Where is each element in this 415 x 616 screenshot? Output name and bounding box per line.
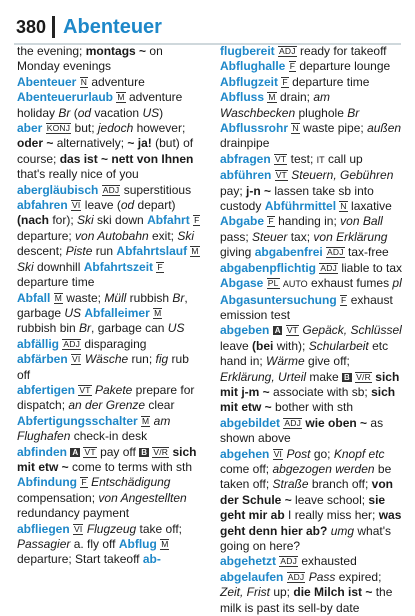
italic-label: od (77, 105, 92, 120)
entry-text: laxative (347, 199, 392, 214)
sub-headword: Abflughalle (220, 59, 286, 74)
grammar-label: ADJ (280, 556, 298, 567)
entry-text: departure lounge (296, 59, 391, 74)
entry-text: redundancy payment (17, 506, 130, 521)
entry-text: run (92, 244, 117, 259)
headword: Abfall (17, 290, 51, 305)
grammar-label: M (142, 415, 150, 426)
dictionary-entry (17, 198, 204, 290)
italic-label: Knopf etc (333, 446, 385, 461)
headword: abgehetzt (220, 554, 277, 569)
entry-text: vacation (91, 105, 143, 120)
entry-text: ) (159, 105, 164, 120)
entry-text: exhaust fumes (307, 276, 393, 291)
italic-label: am Waschbecken (220, 90, 330, 120)
grammar-label: F (341, 294, 347, 305)
italic-label: US (167, 321, 185, 336)
italic-label: am Flughafen (17, 413, 171, 444)
italic-label: von Ball (340, 214, 383, 229)
grammar-label: VT (79, 384, 91, 395)
italic-label: außen (367, 121, 402, 136)
grammar-label: VT (275, 170, 287, 181)
grammar-label: F (81, 477, 87, 488)
italic-label: Pakete (94, 382, 133, 397)
sub-headword: Abfindung (17, 475, 77, 490)
bold-phrase: das ist ~ nett von Ihnen (59, 151, 194, 166)
entry-text: disparaging (81, 336, 147, 351)
headword: abgehen (220, 446, 270, 461)
entry-text: departure time (288, 74, 370, 89)
bold-phrase: die Milch ist ~ (293, 585, 373, 600)
headword: abführen (220, 168, 272, 183)
entry-text: run; (128, 352, 156, 367)
entry-text: compensation; (17, 490, 99, 505)
headword: Abenteuerurlaub (17, 90, 114, 105)
dictionary-entry (17, 445, 204, 522)
entry-text: rubbish (126, 290, 173, 305)
headword: Abenteuer (17, 74, 77, 89)
sub-headword: Abflugzeit (220, 74, 278, 89)
entry-text: , garbage can (91, 321, 168, 336)
dictionary-entry (220, 152, 407, 168)
headword: abfahren (17, 198, 68, 213)
dictionary-entry (220, 168, 407, 214)
grammar-label: KONJ (46, 123, 71, 134)
italic-label: Piste (65, 244, 93, 259)
bold-phrase: wie oben ~ (305, 415, 368, 430)
entry-text: be taken off; (220, 461, 392, 492)
bold-phrase: sich mit j-m ~ (220, 369, 400, 399)
entry-text: rubbish bin (17, 321, 80, 336)
entry-text: call up (324, 151, 363, 166)
grammar-label: ADJ (102, 184, 120, 195)
entry-text: make (306, 369, 343, 384)
entry-text: branch off; (308, 477, 372, 492)
dictionary-entry (220, 554, 407, 569)
right-column (220, 44, 407, 615)
grammar-label: VI (273, 448, 283, 459)
entry-text: liable to tax (338, 260, 403, 275)
italic-label: Pass (308, 569, 336, 584)
entry-text: tax; (287, 229, 314, 244)
entry-text: exhausted (298, 554, 357, 569)
italic-label: Passagier (17, 537, 71, 551)
italic-label: od (120, 198, 135, 213)
dictionary-entry (17, 291, 204, 337)
headword: abergläubisch (17, 182, 99, 197)
italic-label: US (142, 105, 160, 120)
sub-headword: Abfahrtszeit (83, 259, 154, 274)
grammar-label: M (54, 292, 62, 303)
page-header (0, 14, 162, 40)
entry-text: the milk is past its sell-by date (220, 585, 393, 615)
grammar-label: VI (72, 354, 81, 365)
headword: aber (17, 121, 43, 136)
grammar-label: F (194, 215, 200, 226)
bold-phrase: sich mit etw ~ (220, 384, 396, 415)
bold-phrase: ~ ja! (127, 136, 152, 151)
bold-phrase: was geht denn hier ab? (220, 508, 402, 538)
italic-label: abgezogen werden (272, 461, 375, 476)
headword: abfinden (17, 444, 67, 459)
grammar-label: ADJ (284, 417, 302, 428)
italic-label: Steuern, Gebühren (291, 168, 394, 183)
header-divider (52, 16, 55, 38)
headword: abgeben (220, 323, 270, 338)
sub-headword: Abfertigungsschalter (17, 413, 138, 428)
grammar-label: N (80, 76, 88, 87)
dictionary-entry (17, 183, 204, 198)
entry-text: (but) of course; (17, 136, 194, 166)
entry-text: go; (310, 446, 334, 461)
headword: abfliegen (17, 521, 70, 536)
entry-text: leave ( (81, 198, 121, 213)
bold-phrase: (nach (17, 213, 50, 228)
headword: abfällig (17, 336, 60, 351)
italic-label: Ski (177, 228, 195, 243)
entry-text: drainpipe (220, 136, 270, 151)
entry-text: but; (71, 121, 98, 136)
grammar-label: V/R (356, 371, 371, 382)
italic-label: umg (330, 523, 355, 538)
entry-text: giving (220, 245, 255, 260)
entry-text: lassen take sb into custody (220, 183, 374, 214)
italic-label: Br (79, 321, 92, 336)
italic-label: Wäsche (84, 352, 129, 367)
entry-text: clear (145, 398, 175, 413)
entry-text: ready for takeoff (296, 44, 387, 58)
entry-text: rub off (17, 352, 189, 382)
headword: Abgase (220, 276, 264, 291)
italic-label: Müll (104, 290, 127, 305)
entry-text: exit; (148, 228, 178, 243)
dictionary-entry (17, 352, 204, 383)
grammar-label: M (161, 539, 169, 549)
entry-text: downhill (33, 259, 84, 274)
sub-headword: Abfalleimer (84, 305, 150, 320)
entry-text: departure; Start takeoff (17, 552, 143, 567)
grammar-label: N (292, 123, 299, 134)
entry-text: superstitious (120, 182, 192, 197)
entry-text: check-in desk (70, 429, 148, 444)
dictionary-entry (220, 214, 407, 276)
entry-text: expired; (335, 569, 382, 584)
dictionary-entry (17, 337, 204, 352)
bold-phrase: sich mit etw ~ (17, 444, 197, 474)
entry-text: prepare for dispatch; (17, 382, 195, 413)
entry-text: I really miss her; (284, 508, 379, 523)
sense-marker: A (274, 326, 281, 336)
grammar-label: VT (84, 446, 96, 457)
italic-label: Gepäck, Schlüssel (302, 323, 402, 338)
italic-label: jedoch (97, 121, 134, 136)
dictionary-entry (220, 90, 407, 152)
grammar-label: ADJ (287, 571, 305, 582)
italic-label: fig (155, 352, 169, 367)
headword: abgelaufen (220, 569, 284, 584)
grammar-label: M (191, 246, 199, 257)
italic-label: Entschädigung (91, 475, 171, 490)
entry-text: pay off (96, 444, 140, 459)
grammar-label: M (117, 92, 125, 103)
italic-label: Wärme (266, 354, 305, 369)
entry-text: plughole (295, 105, 348, 120)
entry-text: bother with sth (271, 400, 354, 415)
headword: abfertigen (17, 382, 76, 397)
sub-headword: Abfahrt (147, 213, 190, 228)
small-caps-label: AUTO (282, 279, 308, 290)
entry-text: depart) (134, 198, 176, 213)
entry-text: leave (220, 338, 253, 353)
italic-label: Straße (272, 477, 309, 492)
entry-text: handing in; (274, 214, 341, 229)
entry-text: adventure holiday (17, 90, 183, 120)
entry-text: for); (49, 213, 78, 228)
entry-text: pass; (220, 229, 253, 244)
grammar-label: VI (72, 200, 81, 211)
entry-text: the evening; (17, 44, 86, 58)
italic-label: Flugzeug (86, 521, 137, 536)
grammar-label: V/R (153, 446, 169, 457)
grammar-label: VT (275, 153, 287, 164)
italic-label: Ski (17, 259, 34, 274)
italic-label: Post (286, 446, 311, 461)
italic-label: Erklärung, Urteil (220, 369, 307, 384)
italic-label: Br (347, 105, 360, 120)
dictionary-entry (17, 75, 204, 90)
sub-headword: flugbereit (220, 44, 275, 58)
entry-text: adventure (88, 74, 145, 89)
dictionary-columns (17, 44, 407, 615)
entry-text: however; (133, 121, 186, 136)
headword: abfragen (220, 151, 271, 166)
grammar-label: M (154, 307, 162, 318)
italic-label: Schularbeit (308, 338, 369, 353)
entry-text: what's going on here? (220, 523, 392, 553)
entry-text: departure time (17, 275, 95, 290)
dictionary-entry (17, 90, 204, 121)
entry-text: pay; (220, 183, 247, 198)
sub-headword: Abflug (118, 537, 157, 551)
italic-label: US (64, 305, 82, 320)
grammar-label: ADJ (320, 262, 338, 273)
entry-text: associate with sb; (269, 384, 372, 399)
page-number: 380 (16, 16, 47, 37)
entry-text: come off; (220, 461, 273, 476)
dictionary-entry (220, 447, 407, 555)
left-column (17, 44, 204, 594)
italic-label: von Autobahn (75, 228, 149, 243)
entry-text: alternatively; (53, 136, 128, 151)
dictionary-entry (220, 44, 407, 90)
entry-text: waste pipe; (299, 121, 368, 136)
sub-headword: Abgasuntersuchung (220, 292, 337, 307)
grammar-label: ADJ (63, 338, 81, 349)
sub-headword: ab- (142, 552, 161, 567)
entry-text: that's really nice of you (17, 167, 139, 182)
entry-text: tax-free (344, 245, 389, 260)
entry-text: descent; (17, 244, 66, 259)
grammar-label: M (268, 92, 276, 103)
entry-text: on Monday evenings (17, 44, 163, 74)
sense-marker: B (141, 447, 147, 457)
sub-headword: abgabenfrei (254, 245, 323, 260)
sense-marker: B (344, 372, 350, 382)
bold-phrase: montags ~ (85, 44, 147, 58)
entry-text: with); (273, 338, 309, 353)
headword: Abfluss (220, 90, 265, 105)
entry-text: , garbage (17, 290, 188, 320)
grammar-label: F (282, 76, 288, 87)
bold-phrase: von der Schule ~ (220, 477, 393, 507)
italic-label: Br (172, 290, 185, 305)
italic-label: Ski (77, 213, 94, 228)
dictionary-entry (17, 121, 204, 183)
dictionary-entry (220, 276, 407, 323)
italic-label: von Erklärung (313, 229, 388, 244)
entry-text: waste; (62, 290, 105, 305)
italic-label: pl (392, 276, 402, 291)
sense-marker: A (72, 447, 79, 457)
grammar-label: VI (74, 523, 83, 534)
bold-phrase: (bei (252, 338, 274, 353)
sub-headword: Abfahrtslauf (116, 244, 188, 259)
bold-phrase: sie geht mir ab (220, 492, 386, 523)
grammar-label: F (289, 61, 296, 72)
entry-text: drain; (276, 90, 314, 105)
dictionary-entry (220, 416, 407, 447)
italic-label: Steuer (252, 229, 288, 244)
italic-label: von Angestellten (98, 490, 187, 505)
grammar-label: F (268, 216, 274, 227)
entry-text: as shown above (220, 415, 384, 446)
entry-text: ski down (93, 213, 148, 228)
sub-headword: Abführmittel (264, 199, 337, 214)
headword: abfärben (17, 352, 68, 367)
entry-text: ( (70, 105, 78, 120)
page-title: Abenteuer (63, 15, 162, 38)
entry-text: test; (287, 151, 317, 166)
entry-text: come to terms with sth (68, 459, 193, 474)
entry-text: leave school; (291, 492, 369, 507)
dictionary-entry (17, 44, 204, 75)
grammar-label: VT (286, 325, 299, 336)
dictionary-entry (220, 323, 407, 415)
entry-text: exhaust emission test (220, 292, 393, 322)
entry-text: a. fly off (70, 537, 119, 551)
dictionary-entry (17, 383, 204, 445)
headword: Abgabe (220, 214, 265, 229)
italic-label: Br (58, 105, 71, 120)
entry-text: etc hand in; (220, 338, 389, 369)
grammar-label: N (340, 201, 347, 212)
dictionary-entry (220, 570, 407, 616)
entry-text: give off; (304, 354, 350, 369)
grammar-label: ADJ (279, 46, 296, 56)
dictionary-entry (17, 522, 204, 568)
small-caps-label: IT (316, 154, 325, 165)
entry-text: departure; (17, 228, 76, 243)
entry-text: up; (270, 585, 294, 600)
bold-phrase: oder ~ (17, 136, 54, 151)
grammar-label: F (157, 261, 163, 272)
sub-headword: abgabenpflichtig (220, 260, 316, 275)
sub-headword: Abflussrohr (220, 121, 289, 136)
headword: abgebildet (220, 415, 281, 430)
entry-text: take off; (136, 521, 182, 536)
italic-label: an der Grenze (68, 398, 146, 413)
grammar-label: PL (267, 278, 279, 289)
italic-label: Zeit, Frist (220, 585, 270, 600)
bold-phrase: j-n ~ (246, 183, 272, 198)
grammar-label: ADJ (327, 247, 344, 258)
